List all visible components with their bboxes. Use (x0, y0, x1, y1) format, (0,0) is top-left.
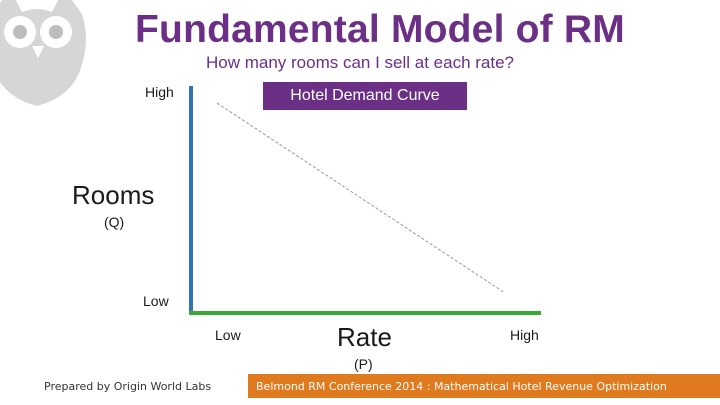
y-axis-low-label: Low (143, 293, 169, 309)
footer-banner (248, 374, 720, 398)
slide-title: Fundamental Model of RM (135, 8, 625, 51)
demand-curve (217, 103, 505, 293)
x-axis-low-label: Low (215, 327, 241, 343)
x-axis-title: Rate (337, 322, 392, 352)
footer-banner-text: Belmond RM Conference 2014 : Mathematical Hotel Revenue Optimization (256, 379, 667, 393)
x-axis-symbol: (P) (354, 356, 373, 372)
slide-subtitle: How many rooms can I sell at each rate? (205, 53, 515, 72)
footer-credit: Prepared by Origin World Labs (44, 380, 212, 393)
y-axis-title: Rooms (72, 180, 155, 210)
demand-curve-label: Hotel Demand Curve (263, 82, 467, 110)
y-axis-high-label: High (145, 84, 174, 100)
x-axis-high-label: High (510, 327, 539, 343)
y-axis-symbol: (Q) (104, 214, 125, 230)
